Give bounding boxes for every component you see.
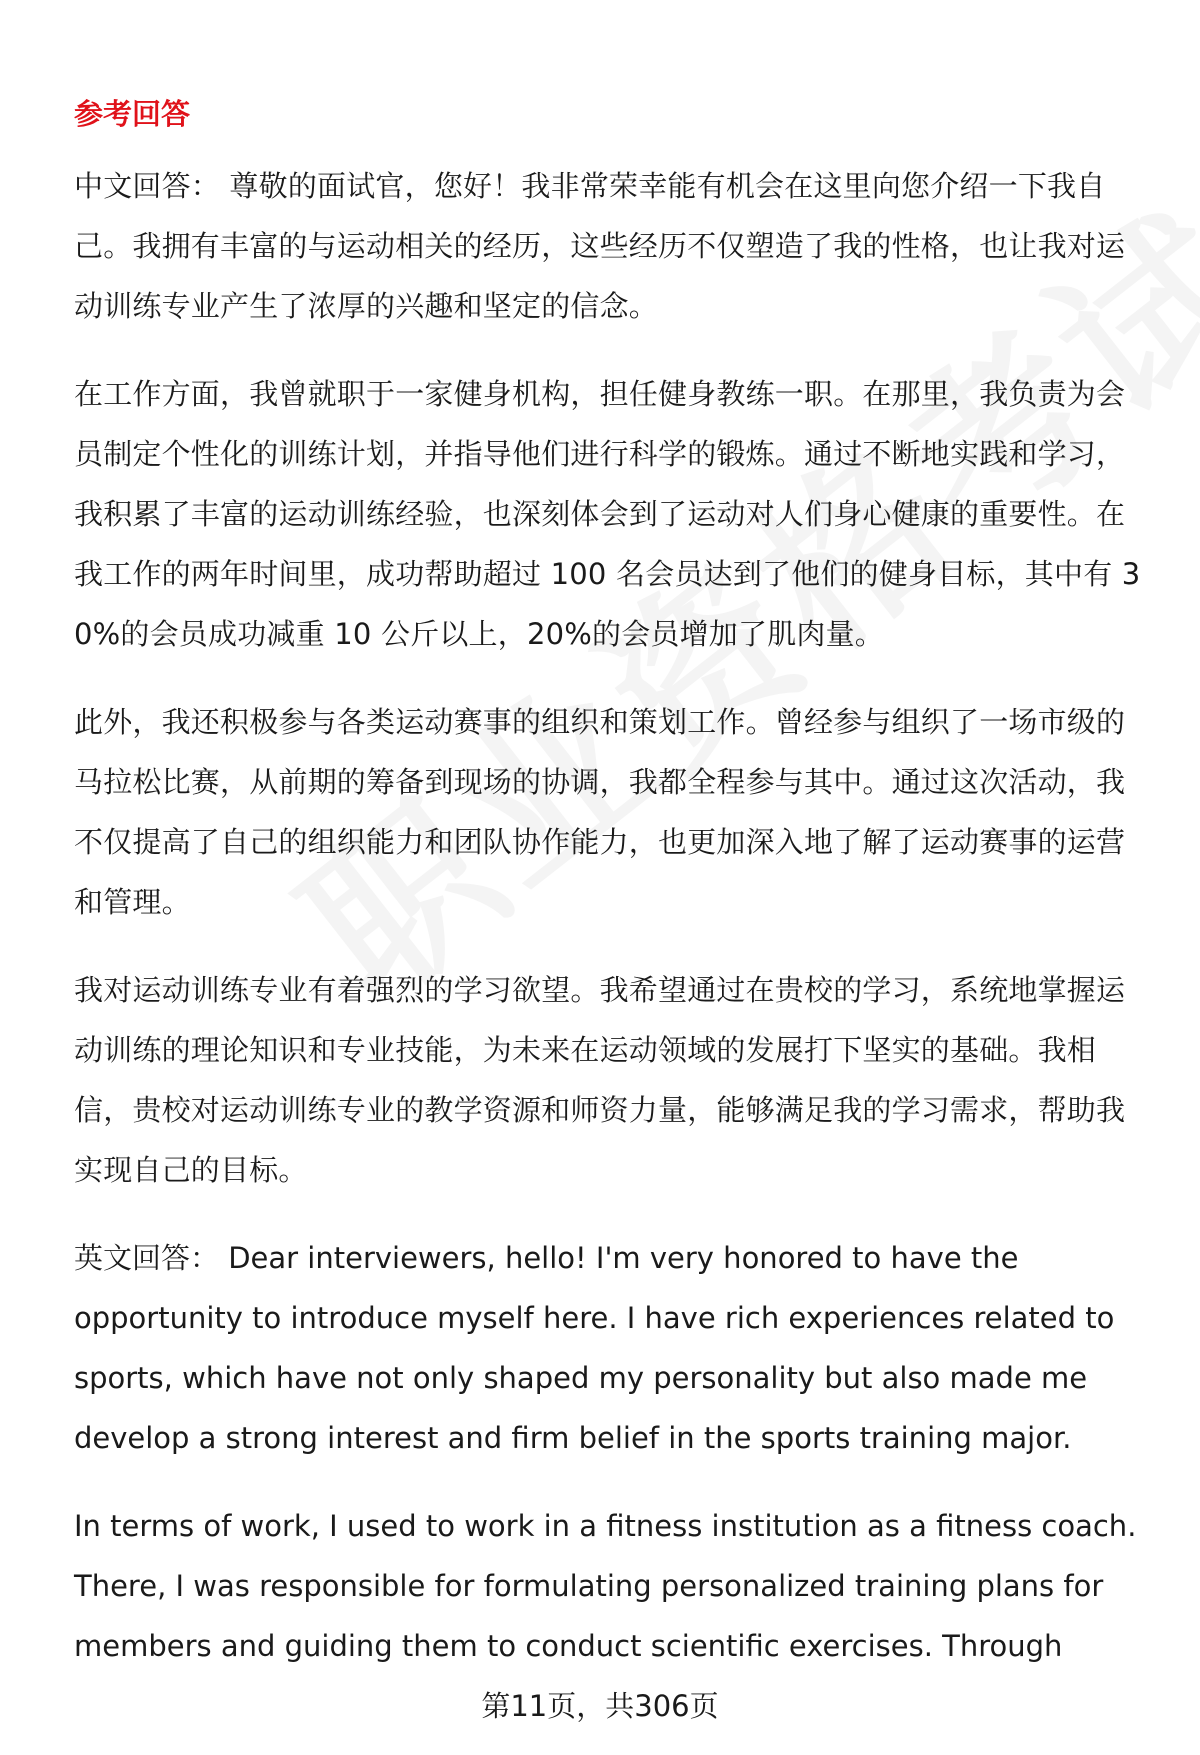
paragraph-study-goal: 我对运动训练专业有着强烈的学习欲望。我希望通过在贵校的学习，系统地掌握运动训练的理论知识和专业技能，为未来在运动领域的发展打下坚实的基础。我相信，贵校对运动训练专业的教学资源和师资力量，能够满足我的学习需求，帮助我实现自己的目标。 bbox=[74, 973, 1126, 1187]
section-heading: 参考回答 bbox=[74, 97, 191, 131]
paragraph-english-intro: 英文回答： Dear interviewers, hello! I'm very honored to have the opportunity to introduce myself here. I have rich experiences related to sports, which have not only shaped my personality but also made me develop a strong interest and firm belief in the sports training major. bbox=[74, 1241, 1115, 1455]
document-content bbox=[74, 94, 1144, 1704]
page-number-footer: 第11页，共306页 bbox=[481, 1689, 719, 1723]
paragraph-chinese-intro: 中文回答： 尊敬的面试官，您好！我非常荣幸能有机会在这里向您介绍一下我自己。我拥有丰富的与运动相关的经历，这些经历不仅塑造了我的性格，也让我对运动训练专业产生了浓厚的兴趣和坚定的信念。 bbox=[74, 169, 1126, 323]
paragraph-event-experience: 此外，我还积极参与各类运动赛事的组织和策划工作。曾经参与组织了一场市级的马拉松比赛，从前期的筹备到现场的协调，我都全程参与其中。通过这次活动，我不仅提高了自己的组织能力和团队协作能力，也更加深入地了解了运动赛事的运营和管理。 bbox=[74, 705, 1126, 919]
paragraph-english-work: In terms of work, I used to work in a fitness institution as a fitness coach. There, I was responsible for formulating personalized training plans for members and guiding them to conduct scientific exercises. Through bbox=[74, 1509, 1137, 1663]
paragraph-work-experience: 在工作方面，我曾就职于一家健身机构，担任健身教练一职。在那里，我负责为会员制定个性化的训练计划，并指导他们进行科学的锻炼。通过不断地实践和学习，我积累了丰富的运动训练经验，也深刻体会到了运动对人们身心健康的重要性。在我工作的两年时间里，成功帮助超过 100 名会员达到了他们的健身目标，其中有 30%的会员成功减重 10 公斤以上，20%的会员增加了肌肉量。 bbox=[74, 377, 1141, 651]
